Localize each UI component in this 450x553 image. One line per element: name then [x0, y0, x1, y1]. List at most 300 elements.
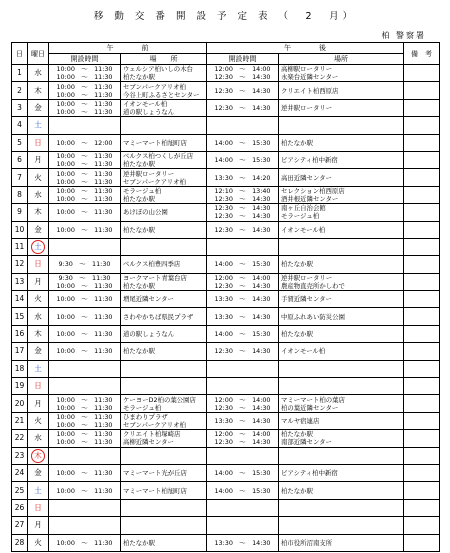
- weekday-label: 日: [34, 502, 42, 512]
- pm-hours-cell: [207, 221, 279, 238]
- pm-hours-cell: [207, 308, 279, 325]
- cell-line: 柏たなか駅: [123, 73, 155, 82]
- pm-place-cell: [279, 221, 404, 238]
- pm-place-cell: [279, 482, 404, 499]
- cell-line: ヨークマート青葉台店: [123, 273, 187, 282]
- am-place-cell: [121, 99, 207, 116]
- cell-line: 10:00 ～ 11:30: [56, 225, 113, 234]
- pm-hours-cell: [207, 482, 279, 499]
- weekday-label: 金: [34, 224, 42, 234]
- cell-line: ビアシティ柏中新宿: [281, 156, 338, 165]
- table-row: [12, 395, 440, 412]
- pm-place-cell: [279, 134, 404, 151]
- table-row: [12, 325, 440, 342]
- remarks-cell: [404, 378, 440, 395]
- circled-weekday-holiday-mark: 土: [31, 240, 45, 254]
- cell-line: モラージュ柏: [123, 186, 162, 195]
- cell-line: 9:30 ～ 11:30: [58, 273, 111, 282]
- weekday-cell: [28, 447, 49, 464]
- cell-line: 12:30 ～ 14:30: [214, 212, 271, 221]
- header-day: 日: [12, 43, 28, 65]
- remarks-cell: [404, 186, 440, 203]
- pm-place-cell: [279, 256, 404, 273]
- weekday-cell: [28, 238, 49, 255]
- weekday-label: 日: [34, 381, 42, 391]
- pm-place-cell: [279, 464, 404, 481]
- remarks-cell: [404, 134, 440, 151]
- cell-line: ウェルシア柏いしの木台: [123, 65, 193, 74]
- day-cell: [12, 499, 28, 516]
- am-place-cell: [121, 499, 207, 516]
- pm-hours-cell: [207, 256, 279, 273]
- am-hours-cell: [49, 343, 121, 360]
- day-number: 26: [14, 502, 25, 512]
- am-place-cell: [121, 117, 207, 134]
- am-place-cell: [121, 221, 207, 238]
- police-station-name: 柏 警察署: [381, 31, 426, 40]
- pm-hours-cell: [207, 395, 279, 412]
- cell-line: ビアシティ柏中新宿: [281, 469, 338, 478]
- am-hours-cell: [49, 430, 121, 447]
- cell-line: 12:30 ～ 14:30: [214, 194, 271, 203]
- weekday-label: 土: [34, 363, 42, 373]
- day-number: 25: [14, 485, 25, 495]
- cell-line: 13:30 ～ 14:30: [214, 295, 271, 304]
- pm-hours-cell: [207, 325, 279, 342]
- remarks-cell: [404, 169, 440, 186]
- remarks-cell: [404, 447, 440, 464]
- weekday-cell: [28, 482, 49, 499]
- remarks-cell: [404, 256, 440, 273]
- am-place-cell: [121, 82, 207, 99]
- cell-line: 今谷上町ふるさとセンター: [123, 90, 200, 99]
- pm-hours-cell: [207, 151, 279, 168]
- cell-line: 10:00 ～ 11:30: [56, 421, 113, 429]
- am-hours-cell: [49, 238, 121, 255]
- cell-line: 柏たなか駅: [123, 225, 155, 234]
- cell-line: イオンモール柏: [281, 225, 326, 234]
- cell-line: 14:00 ～ 15:30: [214, 469, 271, 478]
- cell-line: クリエイト柏塚崎店: [123, 430, 181, 439]
- day-cell: [12, 343, 28, 360]
- weekday-label: 月: [34, 398, 42, 408]
- am-place-cell: [121, 325, 207, 342]
- am-hours-cell: [49, 134, 121, 151]
- cell-line: マミーマート光が丘店: [123, 469, 187, 478]
- am-place-cell: [121, 65, 207, 82]
- day-cell: [12, 169, 28, 186]
- pm-place-cell: [279, 395, 404, 412]
- cell-line: 手賀近隣センター: [281, 295, 332, 304]
- weekday-cell: [28, 169, 49, 186]
- day-number: 21: [14, 416, 25, 425]
- am-hours-cell: [49, 464, 121, 481]
- am-hours-cell: [49, 534, 121, 551]
- table-row: [12, 482, 440, 499]
- table-row: [12, 273, 440, 290]
- am-place-cell: [121, 534, 207, 551]
- weekday-label: 木: [34, 85, 42, 95]
- weekday-cell: [28, 291, 49, 308]
- header-am-place: 場 所: [121, 54, 207, 65]
- pm-place-cell: [279, 82, 404, 99]
- cell-line: マミーマート柏旭町店: [123, 486, 187, 495]
- am-place-cell: [121, 343, 207, 360]
- cell-line: 柏たなか駅: [281, 486, 313, 495]
- cell-line: 12:00 ～ 14:00: [214, 273, 271, 282]
- am-hours-cell: [49, 204, 121, 221]
- cell-line: 10:00 ～ 11:30: [56, 169, 113, 178]
- cell-line: 10:00 ～ 11:30: [56, 160, 113, 169]
- table-row: [12, 186, 440, 203]
- am-hours-cell: [49, 169, 121, 186]
- weekday-label: 金: [34, 468, 42, 478]
- cell-line: 逆井駅ロータリー: [123, 169, 175, 178]
- remarks-cell: [404, 360, 440, 377]
- cell-line: セブンパークアリオ柏: [123, 82, 186, 91]
- day-number: 22: [14, 433, 25, 443]
- cell-line: 農産物直売所かしわで: [281, 281, 345, 290]
- weekday-label: 火: [34, 537, 42, 547]
- day-cell: [12, 204, 28, 221]
- day-number: 24: [14, 468, 25, 478]
- weekday-label: 木: [34, 207, 42, 217]
- cell-line: セレクション柏西原店: [281, 186, 345, 195]
- weekday-cell: [28, 343, 49, 360]
- day-number: 28: [14, 537, 25, 547]
- weekday-label: 日: [34, 137, 42, 147]
- cell-line: 12:30 ～ 14:30: [214, 86, 271, 95]
- cell-line: 南ヶ丘自治会館: [281, 204, 326, 213]
- weekday-label: 火: [34, 294, 42, 304]
- day-number: 12: [14, 259, 25, 269]
- table-row: [12, 82, 440, 99]
- cell-line: ベルクス柏豊四季店: [123, 260, 181, 269]
- weekday-cell: [28, 308, 49, 325]
- pm-hours-cell: [207, 464, 279, 481]
- am-hours-cell: [49, 221, 121, 238]
- table-row: [12, 517, 440, 534]
- remarks-cell: [404, 151, 440, 168]
- day-cell: [12, 221, 28, 238]
- cell-line: 道の駅しょうなん: [123, 330, 175, 339]
- pm-place-cell: [279, 360, 404, 377]
- cell-line: 増尾近隣センター: [123, 295, 174, 304]
- cell-line: 13:30 ～ 14:30: [214, 538, 271, 547]
- cell-line: 高田近隣センター: [281, 173, 332, 182]
- day-cell: [12, 482, 28, 499]
- header-pm-hours: 開設時間: [207, 54, 279, 65]
- table-row: [12, 221, 440, 238]
- cell-line: 12:30 ～ 14:30: [214, 403, 271, 412]
- day-cell: [12, 238, 28, 255]
- am-hours-cell: [49, 499, 121, 516]
- day-number: 7: [17, 172, 22, 182]
- day-number: 8: [17, 189, 22, 199]
- cell-line: 9:30 ～ 11:30: [58, 260, 111, 269]
- cell-line: 10:00 ～ 11:30: [56, 90, 113, 99]
- am-hours-cell: [49, 308, 121, 325]
- am-place-cell: [121, 169, 207, 186]
- am-hours-cell: [49, 395, 121, 412]
- schedule-rows: [12, 65, 440, 552]
- cell-line: 12:30 ～ 14:30: [214, 347, 271, 356]
- am-hours-cell: [49, 360, 121, 377]
- cell-line: 10:00 ～ 11:30: [56, 82, 113, 91]
- remarks-cell: [404, 204, 440, 221]
- remarks-cell: [404, 82, 440, 99]
- day-cell: [12, 186, 28, 203]
- header-remarks: 備 考: [404, 43, 440, 65]
- am-place-cell: [121, 395, 207, 412]
- cell-line: 10:00 ～ 11:30: [56, 538, 113, 547]
- am-place-cell: [121, 517, 207, 534]
- day-number: 10: [14, 224, 25, 234]
- weekday-cell: [28, 204, 49, 221]
- weekday-label: 金: [34, 102, 42, 112]
- table-row: [12, 378, 440, 395]
- cell-line: 道の駅しょうなん: [123, 107, 175, 116]
- am-hours-cell: [49, 151, 121, 168]
- am-place-cell: [121, 291, 207, 308]
- cell-line: 14:00 ～ 15:30: [214, 156, 271, 165]
- pm-hours-cell: [207, 117, 279, 134]
- table-row: [12, 291, 440, 308]
- pm-place-cell: [279, 291, 404, 308]
- am-place-cell: [121, 447, 207, 464]
- cell-line: 南部近隣センター: [281, 438, 332, 447]
- weekday-label: 水: [34, 189, 42, 199]
- day-cell: [12, 430, 28, 447]
- weekday-cell: [28, 360, 49, 377]
- cell-line: 14:00 ～ 15:30: [214, 330, 271, 339]
- remarks-cell: [404, 464, 440, 481]
- pm-place-cell: [279, 430, 404, 447]
- am-hours-cell: [49, 447, 121, 464]
- weekday-label: 月: [34, 276, 42, 286]
- pm-place-cell: [279, 343, 404, 360]
- weekday-cell: [28, 273, 49, 290]
- pm-hours-cell: [207, 499, 279, 516]
- am-hours-cell: [49, 186, 121, 203]
- cell-line: 12:30 ～ 14:30: [214, 438, 271, 447]
- cell-line: 柏の葉近隣センター: [281, 403, 339, 412]
- weekday-cell: [28, 151, 49, 168]
- pm-hours-cell: [207, 186, 279, 203]
- am-place-cell: [121, 360, 207, 377]
- cell-line: 12:30 ～ 14:30: [214, 204, 271, 213]
- pm-place-cell: [279, 499, 404, 516]
- weekday-label: 金: [34, 346, 42, 356]
- table-row: [12, 256, 440, 273]
- cell-line: 10:00 ～ 11:30: [56, 107, 113, 116]
- table-row: [12, 238, 440, 255]
- am-place-cell: [121, 464, 207, 481]
- pm-place-cell: [279, 378, 404, 395]
- day-cell: [12, 395, 28, 412]
- header-pm-place: 場所: [279, 54, 404, 65]
- cell-line: 10:00 ～ 11:30: [56, 438, 113, 447]
- cell-line: 10:00 ～ 11:30: [56, 347, 113, 356]
- cell-line: 12:00 ～ 14:00: [214, 65, 271, 74]
- day-number: 16: [14, 329, 25, 339]
- cell-line: 13:30 ～ 14:30: [214, 417, 271, 425]
- table-row: [12, 430, 440, 447]
- pm-place-cell: [279, 151, 404, 168]
- cell-line: 柏たなか駅: [123, 160, 155, 169]
- weekday-label: 水: [34, 311, 42, 321]
- am-hours-cell: [49, 482, 121, 499]
- weekday-cell: [28, 378, 49, 395]
- remarks-cell: [404, 291, 440, 308]
- pm-hours-cell: [207, 378, 279, 395]
- pm-hours-cell: [207, 273, 279, 290]
- cell-line: 10:00 ～ 11:30: [56, 73, 113, 82]
- cell-line: 12:30 ～ 14:30: [214, 103, 271, 112]
- day-cell: [12, 412, 28, 429]
- cell-line: 12:10 ～ 13:40: [214, 186, 271, 195]
- weekday-label: 土: [34, 120, 42, 130]
- weekday-label: 火: [34, 416, 42, 425]
- table-row: [12, 464, 440, 481]
- am-hours-cell: [49, 291, 121, 308]
- day-number: 18: [14, 363, 25, 373]
- remarks-cell: [404, 238, 440, 255]
- day-cell: [12, 291, 28, 308]
- remarks-cell: [404, 117, 440, 134]
- pm-hours-cell: [207, 204, 279, 221]
- weekday-label: 月: [34, 520, 42, 530]
- cell-line: 柏たなか駅: [281, 260, 313, 269]
- pm-hours-cell: [207, 517, 279, 534]
- pm-place-cell: [279, 412, 404, 429]
- cell-line: 永楽台近隣センター: [281, 73, 339, 82]
- am-place-cell: [121, 412, 207, 429]
- weekday-cell: [28, 256, 49, 273]
- weekday-cell: [28, 395, 49, 412]
- cell-line: イオンモール柏: [281, 347, 326, 356]
- pm-place-cell: [279, 204, 404, 221]
- cell-line: 柏市役所沼南支所: [281, 538, 333, 547]
- day-number: 4: [17, 120, 22, 130]
- cell-line: 柏たなか駅: [123, 347, 155, 356]
- cell-line: 高柳駅ロータリー: [281, 65, 333, 74]
- cell-line: 柏たなか駅: [281, 138, 313, 147]
- cell-line: 10:00 ～ 11:30: [56, 281, 113, 290]
- day-number: 19: [14, 381, 25, 391]
- pm-hours-cell: [207, 412, 279, 429]
- remarks-cell: [404, 221, 440, 238]
- am-hours-cell: [49, 325, 121, 342]
- day-number: 17: [14, 346, 25, 356]
- am-hours-cell: [49, 517, 121, 534]
- day-number: 3: [17, 102, 22, 112]
- cell-line: ケーヨーD2柏の葉公園店: [123, 395, 196, 404]
- cell-line: 10:00 ～ 11:30: [56, 186, 113, 195]
- pm-hours-cell: [207, 169, 279, 186]
- day-cell: [12, 517, 28, 534]
- day-cell: [12, 464, 28, 481]
- cell-line: さわやかちば県民プラザ: [123, 312, 194, 321]
- table-row: [12, 99, 440, 116]
- remarks-cell: [404, 534, 440, 551]
- am-hours-cell: [49, 273, 121, 290]
- remarks-cell: [404, 325, 440, 342]
- pm-place-cell: [279, 517, 404, 534]
- cell-line: 10:00 ～ 11:30: [56, 65, 113, 74]
- cell-line: 10:00 ～ 11:30: [56, 395, 113, 404]
- cell-line: 柏たなか駅: [123, 194, 155, 203]
- day-cell: [12, 534, 28, 551]
- table-row: [12, 343, 440, 360]
- am-place-cell: [121, 186, 207, 203]
- cell-line: 14:00 ～ 15:30: [214, 486, 271, 495]
- pm-hours-cell: [207, 360, 279, 377]
- table-row: [12, 499, 440, 516]
- pm-hours-cell: [207, 65, 279, 82]
- cell-line: 10:00 ～ 11:30: [56, 99, 113, 108]
- pm-place-cell: [279, 308, 404, 325]
- cell-line: 逆井駅ロータリー: [281, 103, 333, 112]
- cell-line: 10:00 ～ 12:00: [56, 138, 113, 147]
- day-number: 11: [14, 242, 25, 252]
- table-row: [12, 412, 440, 429]
- weekday-cell: [28, 412, 49, 429]
- header-am-hours: 開設時間: [49, 54, 121, 65]
- am-hours-cell: [49, 65, 121, 82]
- cell-line: 中原ふれあい防災公園: [281, 312, 345, 321]
- pm-place-cell: [279, 325, 404, 342]
- cell-line: 10:00 ～ 11:30: [56, 486, 113, 495]
- weekday-cell: [28, 517, 49, 534]
- cell-line: 12:00 ～ 14:00: [214, 395, 271, 404]
- cell-line: モラージュ柏: [123, 403, 162, 412]
- remarks-cell: [404, 395, 440, 412]
- weekday-cell: [28, 186, 49, 203]
- day-cell: [12, 82, 28, 99]
- cell-line: 12:30 ～ 14:30: [214, 281, 271, 290]
- pm-hours-cell: [207, 430, 279, 447]
- day-number: 1: [17, 68, 22, 78]
- header-pm: 午 後: [207, 43, 404, 54]
- page-title: 移 動 交 番 開 設 予 定 表 （ 2 月）: [93, 11, 357, 22]
- remarks-cell: [404, 517, 440, 534]
- am-place-cell: [121, 204, 207, 221]
- pm-hours-cell: [207, 238, 279, 255]
- table-row: [12, 151, 440, 168]
- weekday-cell: [28, 99, 49, 116]
- weekday-cell: [28, 499, 49, 516]
- cell-line: 13:30 ～ 14:20: [214, 173, 271, 182]
- day-cell: [12, 151, 28, 168]
- weekday-cell: [28, 221, 49, 238]
- weekday-cell: [28, 117, 49, 134]
- cell-line: 柏たなか駅: [123, 538, 155, 547]
- cell-line: 10:00 ～ 11:30: [56, 403, 113, 412]
- weekday-label: 火: [34, 172, 42, 182]
- am-place-cell: [121, 430, 207, 447]
- weekday-label: 月: [34, 155, 42, 165]
- am-place-cell: [121, 378, 207, 395]
- header-weekday: 曜日: [28, 43, 49, 65]
- remarks-cell: [404, 273, 440, 290]
- weekday-cell: [28, 464, 49, 481]
- remarks-cell: [404, 482, 440, 499]
- cell-line: イオンモール柏: [123, 99, 168, 108]
- remarks-cell: [404, 65, 440, 82]
- am-place-cell: [121, 256, 207, 273]
- day-cell: [12, 99, 28, 116]
